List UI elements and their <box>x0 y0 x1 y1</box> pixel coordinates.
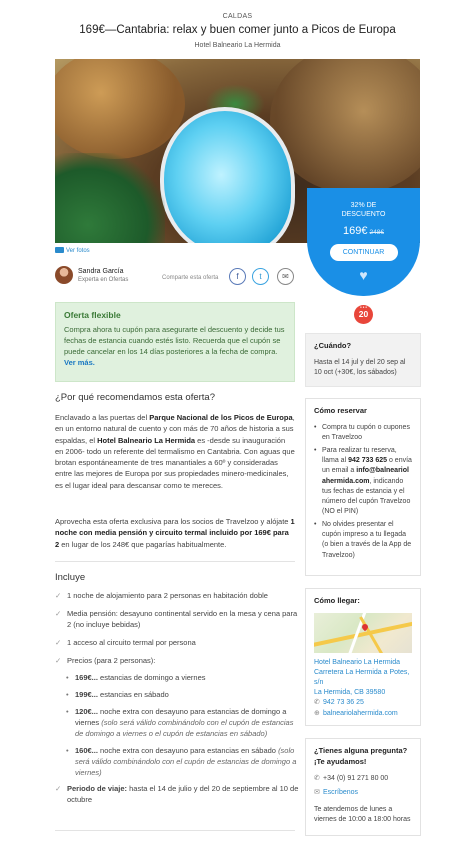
help-phone[interactable]: +34 (0) 91 271 80 00 <box>323 774 389 782</box>
list-item: • No olvides presentar el cupón impreso a tu llegada (o bien a través de la App de Travelzoo) <box>314 520 412 561</box>
hotel-phone[interactable]: 942 73 36 25 <box>323 699 364 707</box>
list-item: ✓ 1 acceso al circuito termal por persona <box>55 637 196 647</box>
flexible-offer-box <box>55 302 295 382</box>
write-us-link[interactable]: Escríbenos <box>323 788 359 796</box>
when-title: ¿Cuándo? <box>314 341 352 350</box>
price-item: • 120€... noche extra con desayuno para estancias de domingo a viernes (solo será válido combinándolo con el cupón de estancias de domingo a viernes o el cupón de estancias en sábado) <box>66 707 294 738</box>
globe-icon: ⊕ <box>314 709 320 717</box>
when-card <box>305 333 421 387</box>
envelope-icon: ✉ <box>314 788 320 796</box>
flexible-offer-text: Compra ahora tu cupón para asegurarte el descuento y decide tus fechas de estancia cuando estés listo. Recuerda que el cupón se puede cancelar en los 14 días posteriores a la fecha de compra. Ver más. <box>64 325 285 368</box>
divider <box>55 561 295 562</box>
address[interactable]: Hotel Balneario La Hermida Carretera La Hermida a Potes, s/n La Hermida, CB 39580 ✆ 942 73 36 25 ⊕ balneariolahermida.com <box>314 658 412 719</box>
list-item: ✓ 1 noche de alojamiento para 2 personas en habitación doble <box>55 591 268 600</box>
includes-heading: Incluye <box>55 572 86 583</box>
camera-icon <box>55 247 64 253</box>
why-paragraph-1: Enclavado a las puertas del Parque Nacional de los Picos de Europa, en un entorno natural de cuento y con más de 70 años de historia a sus espaldas, el Hotel Balneario La Hermida es -desde su inauguración en 2006- todo un referente del termalismo en Cantabria. Con aguas que brotan espontáneamente de tres manantiales a 60º y consideradas entre las mejores de Europa por sus propiedades minero-medicinales, es el lugar ideal para descansar como te mereces. <box>55 413 295 490</box>
phone-icon: ✆ <box>314 774 320 782</box>
list-item: • Compra tu cupón o cupones en Travelzoo <box>314 423 412 443</box>
discount-label: 32% DE DESCUENTO <box>341 202 386 218</box>
help-title: ¿Tienes alguna pregunta? ¡Te ayudamos! <box>314 746 408 766</box>
agent-name: Sandra García <box>78 268 124 275</box>
how-to-book-card <box>305 398 421 576</box>
facebook-icon[interactable]: f <box>229 268 246 285</box>
how-to-book-list <box>314 423 412 561</box>
price-item: • 199€... estancias en sábado <box>66 690 169 700</box>
heart-icon[interactable]: ♥ <box>359 267 368 284</box>
flexible-offer-title: Oferta flexible <box>64 310 121 320</box>
price-item: • 169€... estancias de domingo a viernes <box>66 673 206 683</box>
check-icon: ✓ <box>55 637 62 647</box>
divider <box>55 830 295 831</box>
check-icon: ✓ <box>55 608 62 618</box>
why-paragraph-2: Aprovecha esta oferta exclusiva para los socios de Travelzoo y alójate 1 noche con media pensión y circuito termal incluido por 169€ para 2 en lugar de los 248€ que pagarías habitualmente. <box>55 517 295 549</box>
see-more-link[interactable]: Ver más. <box>64 358 95 368</box>
agent-role: Experta en Ofertas <box>78 277 129 283</box>
share-label: Comparte esta oferta <box>162 275 219 281</box>
list-item: ✓ Precios (para 2 personas): <box>55 655 156 665</box>
deal-category[interactable]: CALDAS <box>222 13 253 20</box>
avatar <box>55 266 73 284</box>
how-to-book-title: Cómo reservar <box>314 406 367 415</box>
price-item: • 160€... noche extra con desayuno para estancias en sábado (solo será válido combinándolo con el cupón de estancias de domingo a viernes) <box>66 745 297 777</box>
deal-header <box>0 0 475 50</box>
when-text: Hasta el 14 jul y del 20 sep al 10 oct (+30€, los sábados) <box>314 358 406 377</box>
help-hours: Te atendemos de lunes a viernes de 10:00 a 18:00 horas <box>314 806 411 824</box>
location-map[interactable] <box>314 613 412 653</box>
list-item: ✓ Media pensión: desayuno continental servido en la mesa y cena para 2 (no incluye bebidas) <box>55 608 298 629</box>
deal-price: 169€ 248€ <box>343 224 384 237</box>
check-icon: ✓ <box>55 784 62 794</box>
old-price: 248€ <box>369 228 384 236</box>
help-card <box>305 738 421 836</box>
list-item: ✓ Periodo de viaje: hasta el 14 de julio y del 20 de septiembre al 10 de octubre <box>55 784 299 805</box>
phone-icon: ✆ <box>314 699 320 707</box>
location-card <box>305 588 421 726</box>
hotel-website-link[interactable]: balneariolahermida.com <box>323 709 398 717</box>
agent-bar <box>55 266 295 290</box>
badge-20-icon: ● ● ● 20 <box>354 305 373 324</box>
list-item: • Para realizar tu reserva, llama al 942 733 625 o envía un email a info@balneariolahermida.com, indicando tus fechas de estancia y el número del cupón Travelzoo (NO el PIN) <box>314 446 412 517</box>
location-title: Cómo llegar: <box>314 596 360 605</box>
view-photos-link[interactable]: Ver fotos <box>55 247 90 255</box>
why-heading: ¿Por qué recomendamos esta oferta? <box>55 392 216 403</box>
includes-list <box>55 591 300 813</box>
deal-title: 169€—Cantabria: relax y buen comer junto a Picos de Europa <box>79 24 396 37</box>
hotel-name: Hotel Balneario La Hermida <box>194 41 281 49</box>
check-icon: ✓ <box>55 655 62 665</box>
twitter-icon[interactable]: t <box>252 268 269 285</box>
continue-button[interactable]: CONTINUAR <box>330 244 398 261</box>
check-icon: ✓ <box>55 591 62 600</box>
email-icon[interactable]: ✉ <box>277 268 294 285</box>
price-panel <box>307 188 420 296</box>
